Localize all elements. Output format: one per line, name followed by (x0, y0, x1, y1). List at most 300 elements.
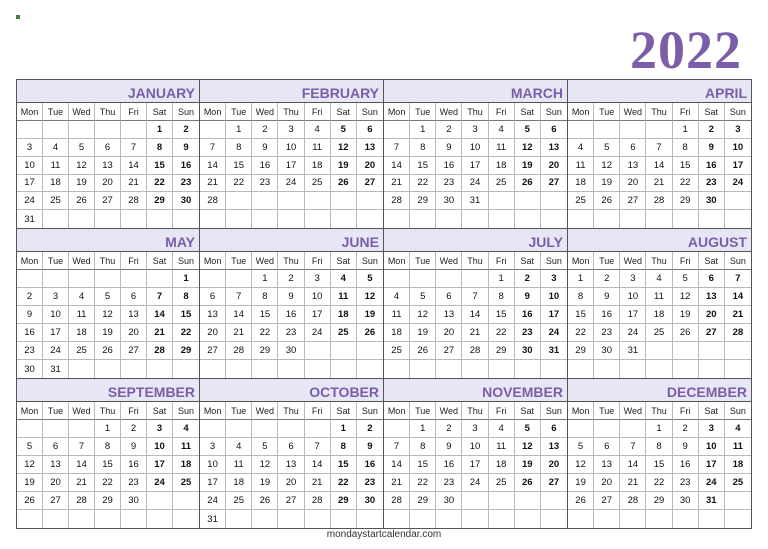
empty-cell (305, 342, 331, 360)
weekday-header: Sat (147, 402, 173, 420)
month-march (384, 79, 568, 229)
day-cell: 20 (357, 157, 383, 175)
day-cell: 26 (95, 342, 121, 360)
day-cell: 28 (462, 342, 488, 360)
day-cell: 6 (357, 121, 383, 139)
empty-cell (173, 492, 199, 510)
day-cell: 21 (147, 324, 173, 342)
weekday-header: Wed (252, 252, 278, 270)
day-cell: 19 (95, 324, 121, 342)
empty-cell (357, 210, 383, 228)
day-cell: 16 (515, 306, 541, 324)
day-cell: 15 (673, 157, 699, 175)
day-cell: 21 (620, 474, 646, 492)
day-cell: 5 (410, 288, 436, 306)
day-cell: 30 (173, 192, 199, 210)
day-cell: 17 (541, 306, 567, 324)
day-cell: 10 (620, 288, 646, 306)
day-cell: 10 (699, 438, 725, 456)
weekday-header: Thu (646, 252, 672, 270)
day-cell: 3 (462, 121, 488, 139)
weekday-header: Sat (515, 252, 541, 270)
day-cell: 6 (200, 288, 226, 306)
day-cell: 15 (410, 456, 436, 474)
day-cell: 5 (95, 288, 121, 306)
empty-cell (173, 510, 199, 528)
empty-cell (305, 192, 331, 210)
empty-cell (305, 360, 331, 378)
day-cell: 16 (121, 456, 147, 474)
day-cell: 3 (305, 270, 331, 288)
day-cell: 22 (95, 474, 121, 492)
day-cell: 5 (594, 139, 620, 157)
day-cell: 10 (200, 456, 226, 474)
day-cell: 14 (200, 157, 226, 175)
days-grid (384, 103, 567, 228)
day-cell: 23 (121, 474, 147, 492)
day-cell: 25 (305, 175, 331, 193)
day-cell: 22 (568, 324, 594, 342)
day-cell: 18 (173, 456, 199, 474)
day-cell: 29 (568, 342, 594, 360)
day-cell: 13 (43, 456, 69, 474)
day-cell: 5 (515, 420, 541, 438)
weekday-header: Thu (95, 252, 121, 270)
weekday-header: Fri (305, 103, 331, 121)
empty-cell (384, 210, 410, 228)
empty-cell (147, 492, 173, 510)
day-cell: 28 (147, 342, 173, 360)
day-cell: 22 (673, 175, 699, 193)
empty-cell (489, 492, 515, 510)
weekday-header: Tue (226, 402, 252, 420)
day-cell: 20 (620, 175, 646, 193)
day-cell: 6 (436, 288, 462, 306)
day-cell: 4 (725, 420, 751, 438)
empty-cell (121, 360, 147, 378)
weekday-header: Sun (725, 402, 751, 420)
empty-cell (436, 270, 462, 288)
weekday-header: Wed (252, 402, 278, 420)
empty-cell (699, 210, 725, 228)
day-cell: 15 (226, 157, 252, 175)
day-cell: 4 (305, 121, 331, 139)
day-cell: 10 (541, 288, 567, 306)
day-cell: 26 (568, 492, 594, 510)
day-cell: 6 (95, 139, 121, 157)
day-cell: 14 (620, 456, 646, 474)
day-cell: 5 (515, 121, 541, 139)
day-cell: 24 (278, 175, 304, 193)
weekday-header: Wed (620, 252, 646, 270)
day-cell: 19 (69, 175, 95, 193)
day-cell: 21 (384, 474, 410, 492)
empty-cell (646, 360, 672, 378)
day-cell: 16 (699, 157, 725, 175)
empty-cell (17, 270, 43, 288)
weekday-header: Fri (305, 252, 331, 270)
empty-cell (252, 420, 278, 438)
day-cell: 18 (489, 157, 515, 175)
empty-cell (357, 360, 383, 378)
day-cell: 8 (331, 438, 357, 456)
empty-cell (305, 510, 331, 528)
day-cell: 20 (121, 324, 147, 342)
month-september (16, 379, 200, 529)
empty-cell (226, 360, 252, 378)
day-cell: 2 (252, 121, 278, 139)
day-cell: 8 (673, 139, 699, 157)
empty-cell (252, 510, 278, 528)
day-cell: 27 (200, 342, 226, 360)
empty-cell (384, 270, 410, 288)
empty-cell (200, 121, 226, 139)
day-cell: 11 (173, 438, 199, 456)
day-cell: 1 (331, 420, 357, 438)
day-cell: 31 (620, 342, 646, 360)
day-cell: 17 (462, 157, 488, 175)
day-cell: 30 (594, 342, 620, 360)
day-cell: 28 (226, 342, 252, 360)
weekday-header: Tue (410, 103, 436, 121)
day-cell: 8 (252, 288, 278, 306)
weekday-header: Mon (17, 402, 43, 420)
day-cell: 26 (515, 175, 541, 193)
day-cell: 13 (357, 139, 383, 157)
day-cell: 7 (200, 139, 226, 157)
empty-cell (673, 360, 699, 378)
day-cell: 27 (594, 492, 620, 510)
day-cell: 23 (436, 175, 462, 193)
empty-cell (226, 270, 252, 288)
empty-cell (515, 360, 541, 378)
day-cell: 6 (620, 139, 646, 157)
empty-cell (699, 510, 725, 528)
empty-cell (69, 360, 95, 378)
day-cell: 19 (410, 324, 436, 342)
day-cell: 2 (515, 270, 541, 288)
weekday-header: Mon (17, 252, 43, 270)
empty-cell (673, 210, 699, 228)
day-cell: 12 (95, 306, 121, 324)
day-cell: 14 (462, 306, 488, 324)
day-cell: 8 (410, 139, 436, 157)
day-cell: 10 (462, 438, 488, 456)
day-cell: 24 (462, 175, 488, 193)
day-cell: 11 (384, 306, 410, 324)
day-cell: 20 (541, 456, 567, 474)
day-cell: 28 (384, 492, 410, 510)
empty-cell (278, 360, 304, 378)
day-cell: 12 (17, 456, 43, 474)
day-cell: 25 (226, 492, 252, 510)
day-cell: 1 (410, 121, 436, 139)
day-cell: 10 (147, 438, 173, 456)
empty-cell (489, 192, 515, 210)
day-cell: 6 (699, 270, 725, 288)
empty-cell (95, 210, 121, 228)
day-cell: 4 (384, 288, 410, 306)
empty-cell (121, 270, 147, 288)
day-cell: 25 (69, 342, 95, 360)
day-cell: 31 (699, 492, 725, 510)
day-cell: 11 (305, 139, 331, 157)
day-cell: 19 (331, 157, 357, 175)
day-cell: 23 (357, 474, 383, 492)
day-cell: 3 (620, 270, 646, 288)
empty-cell (673, 510, 699, 528)
day-cell: 29 (95, 492, 121, 510)
day-cell: 30 (515, 342, 541, 360)
empty-cell (200, 270, 226, 288)
empty-cell (147, 510, 173, 528)
day-cell: 24 (620, 324, 646, 342)
day-cell: 24 (541, 324, 567, 342)
weekday-header: Sat (515, 103, 541, 121)
day-cell: 23 (515, 324, 541, 342)
day-cell: 25 (43, 192, 69, 210)
day-cell: 7 (384, 438, 410, 456)
day-cell: 11 (226, 456, 252, 474)
weekday-header: Wed (436, 103, 462, 121)
day-cell: 10 (43, 306, 69, 324)
day-cell: 22 (147, 175, 173, 193)
day-cell: 21 (226, 324, 252, 342)
days-grid (17, 402, 199, 528)
weekday-header: Thu (278, 252, 304, 270)
day-cell: 12 (410, 306, 436, 324)
weekday-header: Sun (173, 402, 199, 420)
day-cell: 9 (515, 288, 541, 306)
empty-cell (594, 121, 620, 139)
day-cell: 4 (69, 288, 95, 306)
empty-cell (252, 360, 278, 378)
day-cell: 8 (568, 288, 594, 306)
days-grid (568, 252, 751, 378)
day-cell: 21 (384, 175, 410, 193)
empty-cell (673, 342, 699, 360)
day-cell: 26 (331, 175, 357, 193)
weekday-header: Sat (699, 252, 725, 270)
day-cell: 7 (305, 438, 331, 456)
day-cell: 8 (173, 288, 199, 306)
day-cell: 3 (462, 420, 488, 438)
empty-cell (594, 510, 620, 528)
day-cell: 31 (200, 510, 226, 528)
empty-cell (646, 510, 672, 528)
day-cell: 13 (200, 306, 226, 324)
weekday-header: Sun (725, 103, 751, 121)
month-november (384, 379, 568, 529)
day-cell: 2 (594, 270, 620, 288)
empty-cell (594, 420, 620, 438)
day-cell: 3 (17, 139, 43, 157)
day-cell: 17 (725, 157, 751, 175)
empty-cell (121, 210, 147, 228)
empty-cell (620, 121, 646, 139)
day-cell: 19 (515, 456, 541, 474)
weekday-header: Thu (646, 402, 672, 420)
day-cell: 9 (121, 438, 147, 456)
day-cell: 16 (673, 456, 699, 474)
empty-cell (568, 360, 594, 378)
day-cell: 14 (384, 157, 410, 175)
day-cell: 22 (173, 324, 199, 342)
empty-cell (200, 420, 226, 438)
empty-cell (200, 360, 226, 378)
day-cell: 13 (278, 456, 304, 474)
day-cell: 23 (699, 175, 725, 193)
month-title: SEPTEMBER (17, 379, 199, 402)
day-cell: 24 (17, 192, 43, 210)
empty-cell (646, 210, 672, 228)
weekday-header: Sat (147, 252, 173, 270)
day-cell: 19 (252, 474, 278, 492)
empty-cell (436, 210, 462, 228)
empty-cell (489, 510, 515, 528)
day-cell: 11 (568, 157, 594, 175)
day-cell: 31 (43, 360, 69, 378)
day-cell: 7 (725, 270, 751, 288)
day-cell: 17 (305, 306, 331, 324)
day-cell: 1 (95, 420, 121, 438)
day-cell: 13 (436, 306, 462, 324)
weekday-header: Tue (410, 402, 436, 420)
day-cell: 18 (305, 157, 331, 175)
day-cell: 27 (436, 342, 462, 360)
day-cell: 14 (69, 456, 95, 474)
month-title: DECEMBER (568, 379, 751, 402)
weekday-header: Fri (489, 252, 515, 270)
empty-cell (43, 121, 69, 139)
day-cell: 19 (17, 474, 43, 492)
empty-cell (17, 510, 43, 528)
day-cell: 12 (515, 139, 541, 157)
day-cell: 3 (699, 420, 725, 438)
day-cell: 24 (43, 342, 69, 360)
day-cell: 13 (620, 157, 646, 175)
day-cell: 18 (226, 474, 252, 492)
empty-cell (725, 342, 751, 360)
month-title: APRIL (568, 80, 751, 103)
day-cell: 22 (646, 474, 672, 492)
empty-cell (147, 270, 173, 288)
day-cell: 20 (95, 175, 121, 193)
day-cell: 15 (173, 306, 199, 324)
empty-cell (331, 192, 357, 210)
weekday-header: Fri (673, 402, 699, 420)
day-cell: 17 (620, 306, 646, 324)
day-cell: 10 (17, 157, 43, 175)
day-cell: 16 (357, 456, 383, 474)
day-cell: 30 (17, 360, 43, 378)
weekday-header: Sun (725, 252, 751, 270)
weekday-header: Thu (462, 103, 488, 121)
empty-cell (121, 510, 147, 528)
weekday-header: Mon (384, 402, 410, 420)
empty-cell (17, 420, 43, 438)
day-cell: 11 (43, 157, 69, 175)
weekday-header: Tue (43, 252, 69, 270)
day-cell: 7 (620, 438, 646, 456)
day-cell: 3 (147, 420, 173, 438)
empty-cell (541, 492, 567, 510)
day-cell: 15 (331, 456, 357, 474)
day-cell: 6 (541, 420, 567, 438)
day-cell: 14 (725, 288, 751, 306)
day-cell: 1 (489, 270, 515, 288)
month-july (384, 229, 568, 379)
empty-cell (331, 210, 357, 228)
weekday-header: Sat (331, 402, 357, 420)
day-cell: 27 (541, 474, 567, 492)
day-cell: 8 (489, 288, 515, 306)
day-cell: 12 (357, 288, 383, 306)
empty-cell (620, 210, 646, 228)
day-cell: 4 (173, 420, 199, 438)
day-cell: 6 (43, 438, 69, 456)
empty-cell (331, 510, 357, 528)
empty-cell (147, 210, 173, 228)
day-cell: 7 (226, 288, 252, 306)
weekday-header: Sun (173, 252, 199, 270)
day-cell: 6 (541, 121, 567, 139)
weekday-header: Mon (384, 252, 410, 270)
day-cell: 18 (69, 324, 95, 342)
weekday-header: Fri (121, 103, 147, 121)
weekday-header: Fri (673, 252, 699, 270)
day-cell: 25 (173, 474, 199, 492)
day-cell: 5 (673, 270, 699, 288)
empty-cell (699, 360, 725, 378)
empty-cell (568, 121, 594, 139)
day-cell: 28 (646, 192, 672, 210)
day-cell: 17 (699, 456, 725, 474)
weekday-header: Sun (357, 252, 383, 270)
day-cell: 24 (305, 324, 331, 342)
day-cell: 20 (278, 474, 304, 492)
day-cell: 28 (725, 324, 751, 342)
month-title: MARCH (384, 80, 567, 103)
weekday-header: Sat (147, 103, 173, 121)
day-cell: 25 (331, 324, 357, 342)
empty-cell (95, 270, 121, 288)
day-cell: 19 (594, 175, 620, 193)
day-cell: 28 (384, 192, 410, 210)
day-cell: 27 (95, 192, 121, 210)
empty-cell (568, 420, 594, 438)
day-cell: 21 (646, 175, 672, 193)
empty-cell (278, 192, 304, 210)
weekday-header: Wed (620, 103, 646, 121)
day-cell: 21 (69, 474, 95, 492)
empty-cell (69, 210, 95, 228)
day-cell: 7 (384, 139, 410, 157)
day-cell: 15 (147, 157, 173, 175)
weekday-header: Thu (278, 402, 304, 420)
day-cell: 28 (121, 192, 147, 210)
day-cell: 28 (620, 492, 646, 510)
empty-cell (331, 360, 357, 378)
month-october (200, 379, 384, 529)
empty-cell (515, 210, 541, 228)
days-grid (568, 103, 751, 228)
day-cell: 18 (489, 456, 515, 474)
day-cell: 30 (436, 492, 462, 510)
day-cell: 2 (673, 420, 699, 438)
days-grid (568, 402, 751, 528)
weekday-header: Mon (568, 103, 594, 121)
